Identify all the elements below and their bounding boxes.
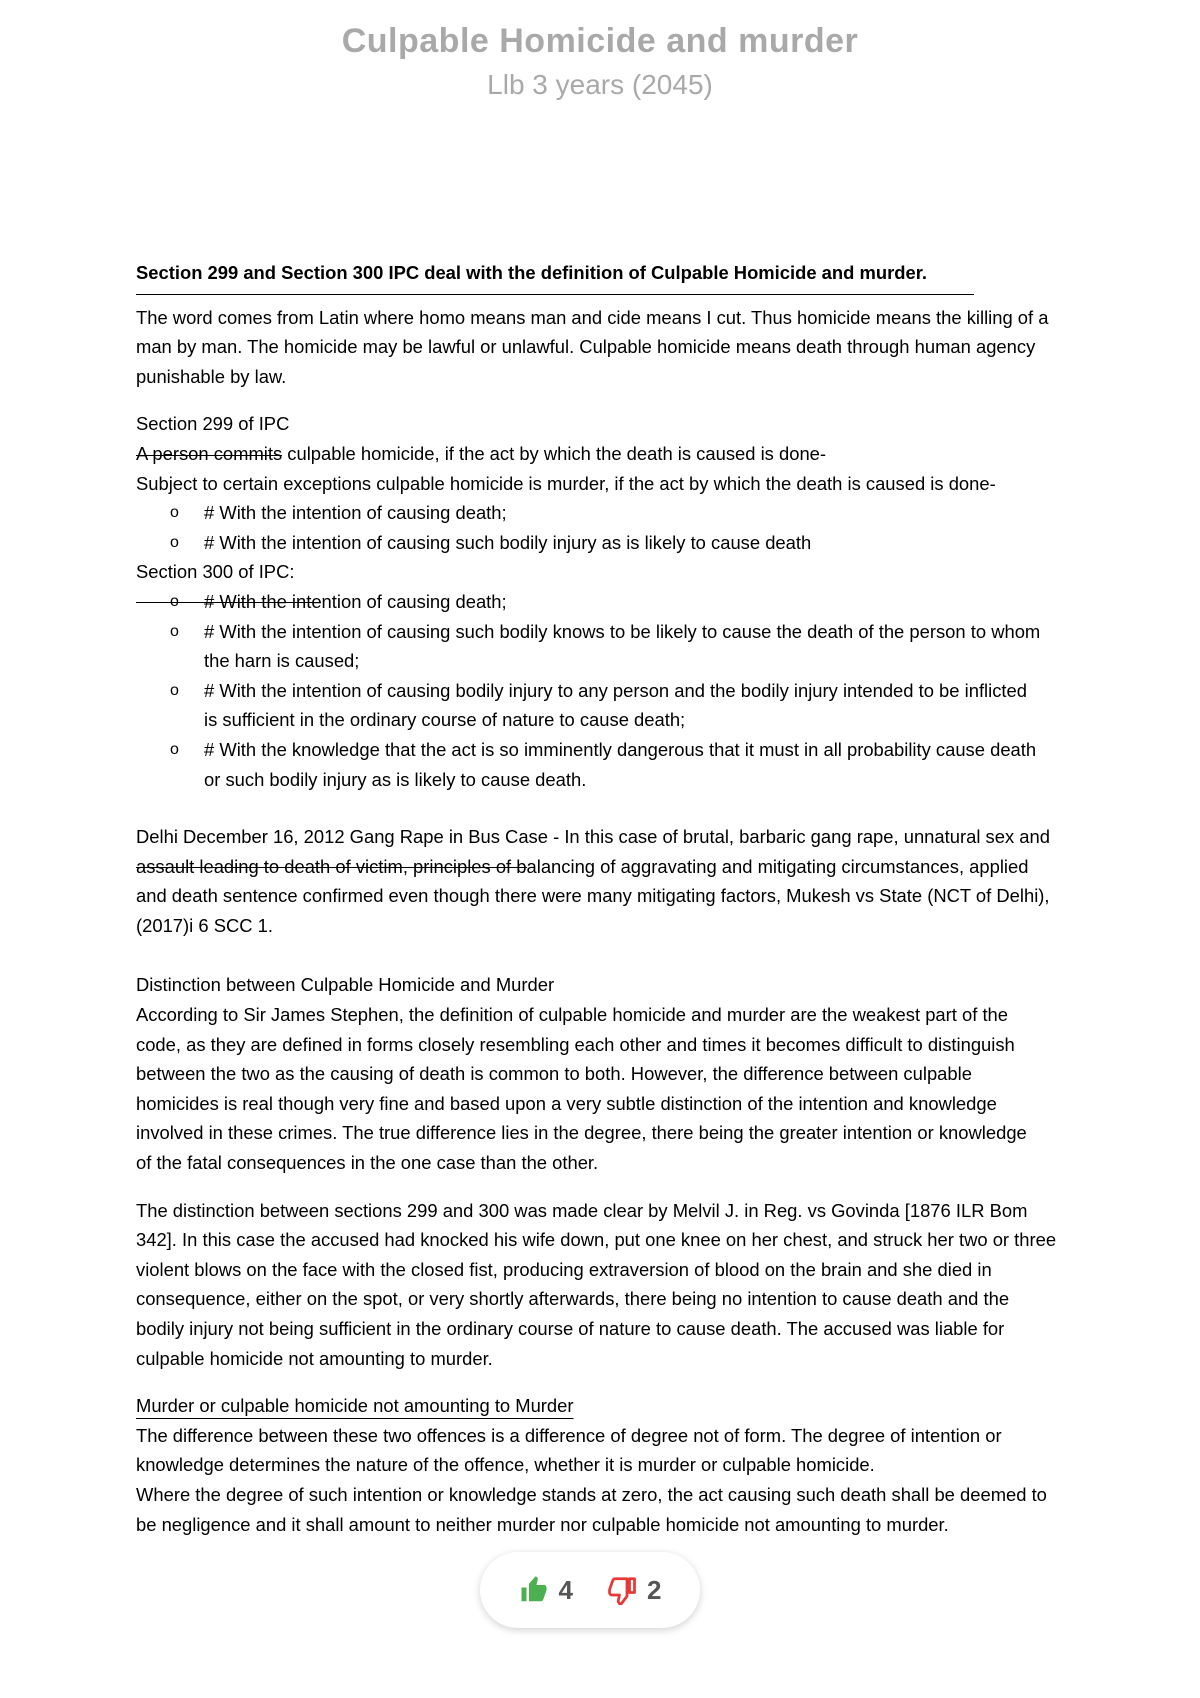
upvote-button[interactable] — [519, 1575, 573, 1606]
paragraph-line: 342]. In this case the accused had knocked his wife down, put one knee on her chest, and struck her two or three — [136, 1229, 1057, 1251]
delhi-case-line-2 — [136, 852, 1096, 882]
delhi-case-line-2-text: alancing of aggravating and mitigating circumstances, applied — [526, 855, 1029, 877]
upvote-count: 4 — [558, 1574, 573, 1605]
document-body — [136, 258, 1096, 1539]
list-item — [136, 676, 1096, 735]
paragraph-line: between the two as the causing of death is common to both. However, the difference between culpable — [136, 1063, 972, 1085]
list-item — [136, 735, 1096, 794]
paragraph-line: involved in these crimes. The true difference lies in the degree, there being the greater intention or knowledge — [136, 1122, 1027, 1144]
document-title: Culpable Homicide and murder — [341, 22, 859, 60]
delhi-case-line-4: (2017)i 6 SCC 1. — [136, 914, 273, 936]
section-299-list — [136, 498, 1096, 557]
list-item — [136, 617, 1096, 676]
document-subtitle: Llb 3 years (2045) — [487, 69, 713, 100]
delhi-case-line-3: and death sentence confirmed even though there were many mitigating factors, Mukesh vs State (NCT of Delhi), — [136, 885, 1050, 907]
list-item — [136, 528, 1096, 558]
paragraph-line: culpable homicide not amounting to murder. — [136, 1347, 493, 1369]
distinction-paragraph — [136, 1000, 1096, 1178]
murder-heading: Murder or culpable homicide not amounting to Murder — [136, 1395, 574, 1417]
section-299-line-2: Subject to certain exceptions culpable homicide is murder, if the act by which the death is caused is done- — [136, 472, 996, 494]
paragraph-line: The distinction between sections 299 and 300 was made clear by Melvil J. in Reg. vs Govinda [1876 ILR Bom — [136, 1199, 1028, 1221]
thumbs-down-icon — [607, 1575, 637, 1605]
murder-paragraph — [136, 1421, 1096, 1539]
section-299-line-1-text: culpable homicide, if the act by which the death is caused is done- — [282, 442, 827, 464]
section-300-heading: Section 300 of IPC: — [136, 561, 295, 583]
distinction-heading: Distinction between Culpable Homicide and Murder — [136, 974, 555, 996]
list-item-text: or such bodily injury as is likely to cause death. — [204, 768, 587, 790]
list-item-text: intention of causing death; — [286, 590, 507, 612]
paragraph-line: violent blows on the face with the closed fist, producing extraversion of blood on the brain and she died in — [136, 1258, 992, 1280]
document-header — [0, 22, 1200, 101]
list-item-text: # With the knowledge that the act is so imminently dangerous that it must in all probability cause death — [204, 738, 1037, 760]
paragraph-line: According to Sir James Stephen, the definition of culpable homicide and murder are the weakest part of the — [136, 1004, 1009, 1026]
bullet-marker: o — [170, 533, 179, 551]
intro-line-3: punishable by law. — [136, 365, 287, 387]
paragraph-line: homicides is real though very fine and based upon a very subtle distinction of the intention and knowledge — [136, 1092, 997, 1114]
bullet-marker: o — [170, 592, 179, 610]
list-item-text: # With the intention of causing such bodily injury as is likely to cause death — [204, 531, 812, 553]
paragraph-line: bodily injury not being sufficient in the ordinary course of nature to cause death. The accused was liable for — [136, 1318, 1005, 1339]
bullet-marker: o — [170, 681, 179, 699]
delhi-case-line-1: Delhi December 16, 2012 Gang Rape in Bus Case - In this case of brutal, barbaric gang rape, unnatural sex and — [136, 826, 1050, 848]
paragraph-line: The difference between these two offences is a difference of degree not of form. The degree of intention or — [136, 1424, 1002, 1446]
downvote-button[interactable] — [607, 1575, 661, 1606]
bullet-marker: o — [170, 504, 179, 522]
bullet-marker: o — [170, 740, 179, 758]
paragraph-line: Where the degree of such intention or knowledge stands at zero, the act causing such death shall be deemed to — [136, 1483, 1047, 1505]
thumbs-up-icon — [519, 1575, 549, 1605]
list-item-text: # With the intention of causing bodily injury to any person and the bodily injury intended to be inflicted — [204, 679, 1027, 701]
list-item — [136, 587, 1096, 617]
section-299-line-1 — [136, 439, 1096, 469]
section-299-heading: Section 299 of IPC — [136, 413, 290, 435]
list-item-text: the harn is caused; — [204, 650, 360, 672]
melvil-paragraph — [136, 1196, 1096, 1374]
paragraph-line: of the fatal consequences in the one case than the other. — [136, 1152, 599, 1174]
intro-line-1: The word comes from Latin where homo means man and cide means I cut. Thus homicide means the killing of a — [136, 306, 1049, 328]
paragraph-line: consequence, either on the spot, or very shortly afterwards, there being no intention to cause death and the — [136, 1288, 1010, 1310]
section-300-list — [136, 587, 1096, 794]
bullet-marker: o — [170, 622, 179, 640]
list-item-text: is sufficient in the ordinary course of nature to cause death; — [204, 709, 686, 731]
struck-text: # With the — [204, 590, 287, 612]
downvote-count: 2 — [647, 1574, 662, 1605]
vote-bar — [480, 1552, 700, 1628]
list-item-text: # With the intention of causing death; — [204, 502, 507, 524]
paragraph-line: be negligence and it shall amount to neither murder nor culpable homicide not amounting to murder. — [136, 1513, 949, 1535]
struck-text: assault leading to death of victim, principles of b — [136, 855, 527, 877]
paragraph-line: knowledge determines the nature of the offence, whether it is murder or culpable homicide. — [136, 1454, 875, 1476]
section-heading: Section 299 and Section 300 IPC deal with the definition of Culpable Homicide and murder. — [136, 262, 927, 283]
paragraph-line: code, as they are defined in forms closely resembling each other and times it becomes difficult to distinguish — [136, 1033, 1015, 1055]
heading-rule — [136, 294, 974, 295]
list-item — [136, 498, 1096, 528]
struck-text: A person commits — [136, 442, 283, 464]
intro-line-2: man by man. The homicide may be lawful or unlawful. Culpable homicide means death through human agency — [136, 336, 1036, 358]
list-item-text: # With the intention of causing such bodily knows to be likely to cause the death of the person to whom — [204, 620, 1041, 642]
